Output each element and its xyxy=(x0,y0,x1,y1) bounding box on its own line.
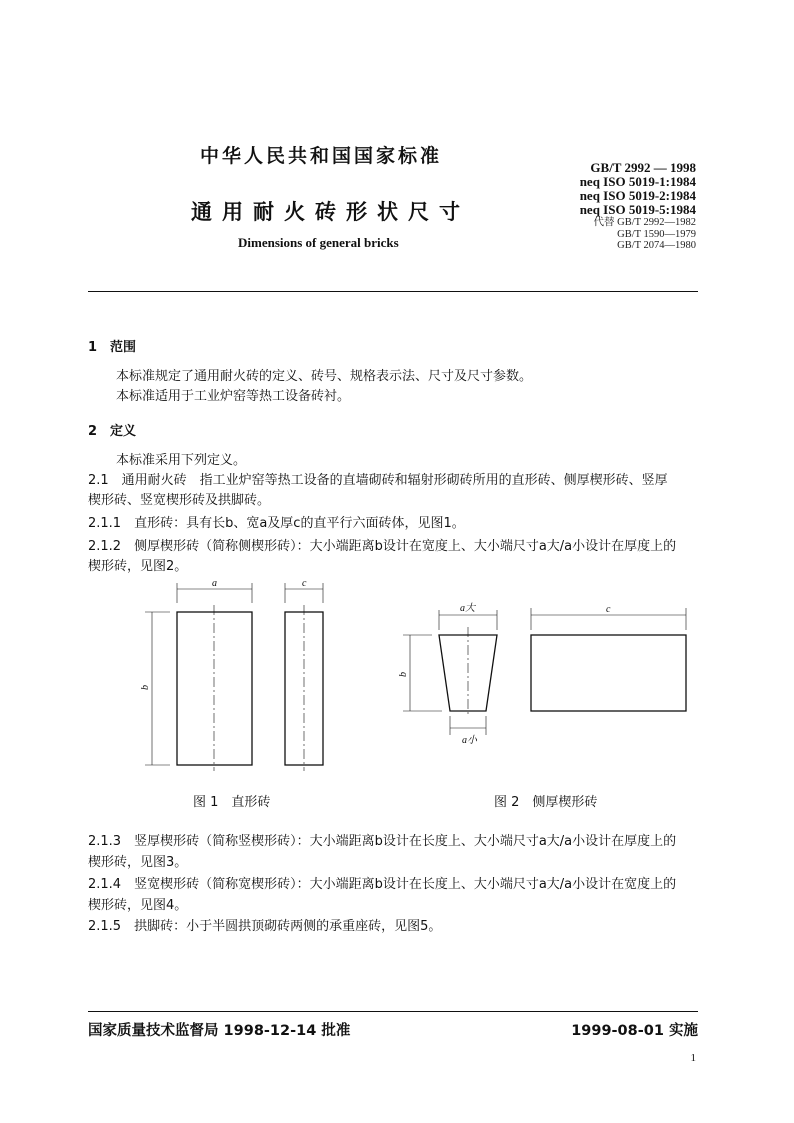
section-1-para-1: 本标准规定了通用耐火砖的定义、砖号、规格表示法、尺寸及尺寸参数。 xyxy=(116,369,533,384)
clause-2-1-3-line-1: 2.1.3 竖厚楔形砖（简称竖楔形砖）：大小端距离b设计在长度上、大小端尺寸a大/a小设计在厚度上的 xyxy=(88,834,677,849)
neq-code-3: neq ISO 5019-5:1984 xyxy=(579,202,696,217)
clause-2-1-line-1: 2.1 通用耐火砖 指工业炉窑等热工设备的直墙砌砖和辐射形砌砖所用的直形砖、侧厚楔形砖、竖厚 xyxy=(88,473,668,488)
clause-2-1-3-line-2: 楔形砖，见图3。 xyxy=(88,855,188,870)
neq-code-1: neq ISO 5019-1:1984 xyxy=(579,174,696,189)
footer-rule xyxy=(88,1011,698,1012)
figures-drawing xyxy=(0,575,794,775)
label-b-fig2: b xyxy=(398,672,409,677)
clause-2-1-4-line-2: 楔形砖，见图4。 xyxy=(88,898,188,913)
clause-2-1-line-2: 楔形砖、竖宽楔形砖及拱脚砖。 xyxy=(88,493,271,508)
standard-codes xyxy=(520,161,696,252)
clause-2-1-4-line-1: 2.1.4 竖宽楔形砖（简称宽楔形砖）：大小端距离b设计在长度上、大小端尺寸a大/a小设计在宽度上的 xyxy=(88,877,677,892)
label-a: a xyxy=(212,578,217,589)
section-2-para: 本标准采用下列定义。 xyxy=(116,453,247,468)
standard-code: GB/T 2992 — 1998 xyxy=(590,160,696,175)
label-a-big: a大 xyxy=(460,603,475,614)
neq-code-2: neq ISO 5019-2:1984 xyxy=(579,188,696,203)
fig1-side-view xyxy=(285,583,323,771)
header-rule xyxy=(88,291,698,292)
clause-2-1-2-line-1: 2.1.2 侧厚楔形砖（简称侧楔形砖）：大小端距离b设计在宽度上、大小端尺寸a大/a小设计在厚度上的 xyxy=(88,539,677,554)
replaces-code-3: GB/T 2074—1980 xyxy=(617,240,696,251)
clause-2-1-2-line-2: 楔形砖，见图2。 xyxy=(88,559,188,574)
implementation-date: 1999-08-01 实施 xyxy=(571,1023,698,1039)
figure-1-caption: 图 1 直形砖 xyxy=(193,795,271,810)
page-number: 1 xyxy=(690,1052,696,1064)
english-title: Dimensions of general bricks xyxy=(238,235,399,250)
section-2-heading: 2 定义 xyxy=(88,424,137,439)
document-title: 通用耐火砖形状尺寸 xyxy=(191,200,470,224)
figure-2-caption: 图 2 侧厚楔形砖 xyxy=(494,795,598,810)
label-b: b xyxy=(140,685,151,690)
fig2-wedge-view xyxy=(403,610,497,735)
approval-date: 国家质量技术监督局 1998-12-14 批准 xyxy=(88,1023,351,1039)
label-a-small: a小 xyxy=(462,735,477,746)
section-1-heading: 1 范围 xyxy=(88,340,137,355)
clause-2-1-5: 2.1.5 拱脚砖：小于半圆拱顶砌砖两侧的承重座砖，见图5。 xyxy=(88,919,442,934)
clause-2-1-1: 2.1.1 直形砖：具有长b、宽a及厚c的直平行六面砖体，见图1。 xyxy=(88,516,465,531)
label-c-fig2: c xyxy=(606,604,611,615)
fig2-side-view xyxy=(531,608,686,711)
national-standard-title: 中华人民共和国国家标准 xyxy=(200,145,443,167)
fig1-front-view xyxy=(145,583,252,771)
replaces-code-2: GB/T 1590—1979 xyxy=(617,228,696,240)
replaces-code-1: 代替 GB/T 2992—1982 xyxy=(593,217,696,228)
label-c: c xyxy=(302,578,307,589)
section-1-para-2: 本标准适用于工业炉窑等热工设备砖衬。 xyxy=(116,389,351,404)
